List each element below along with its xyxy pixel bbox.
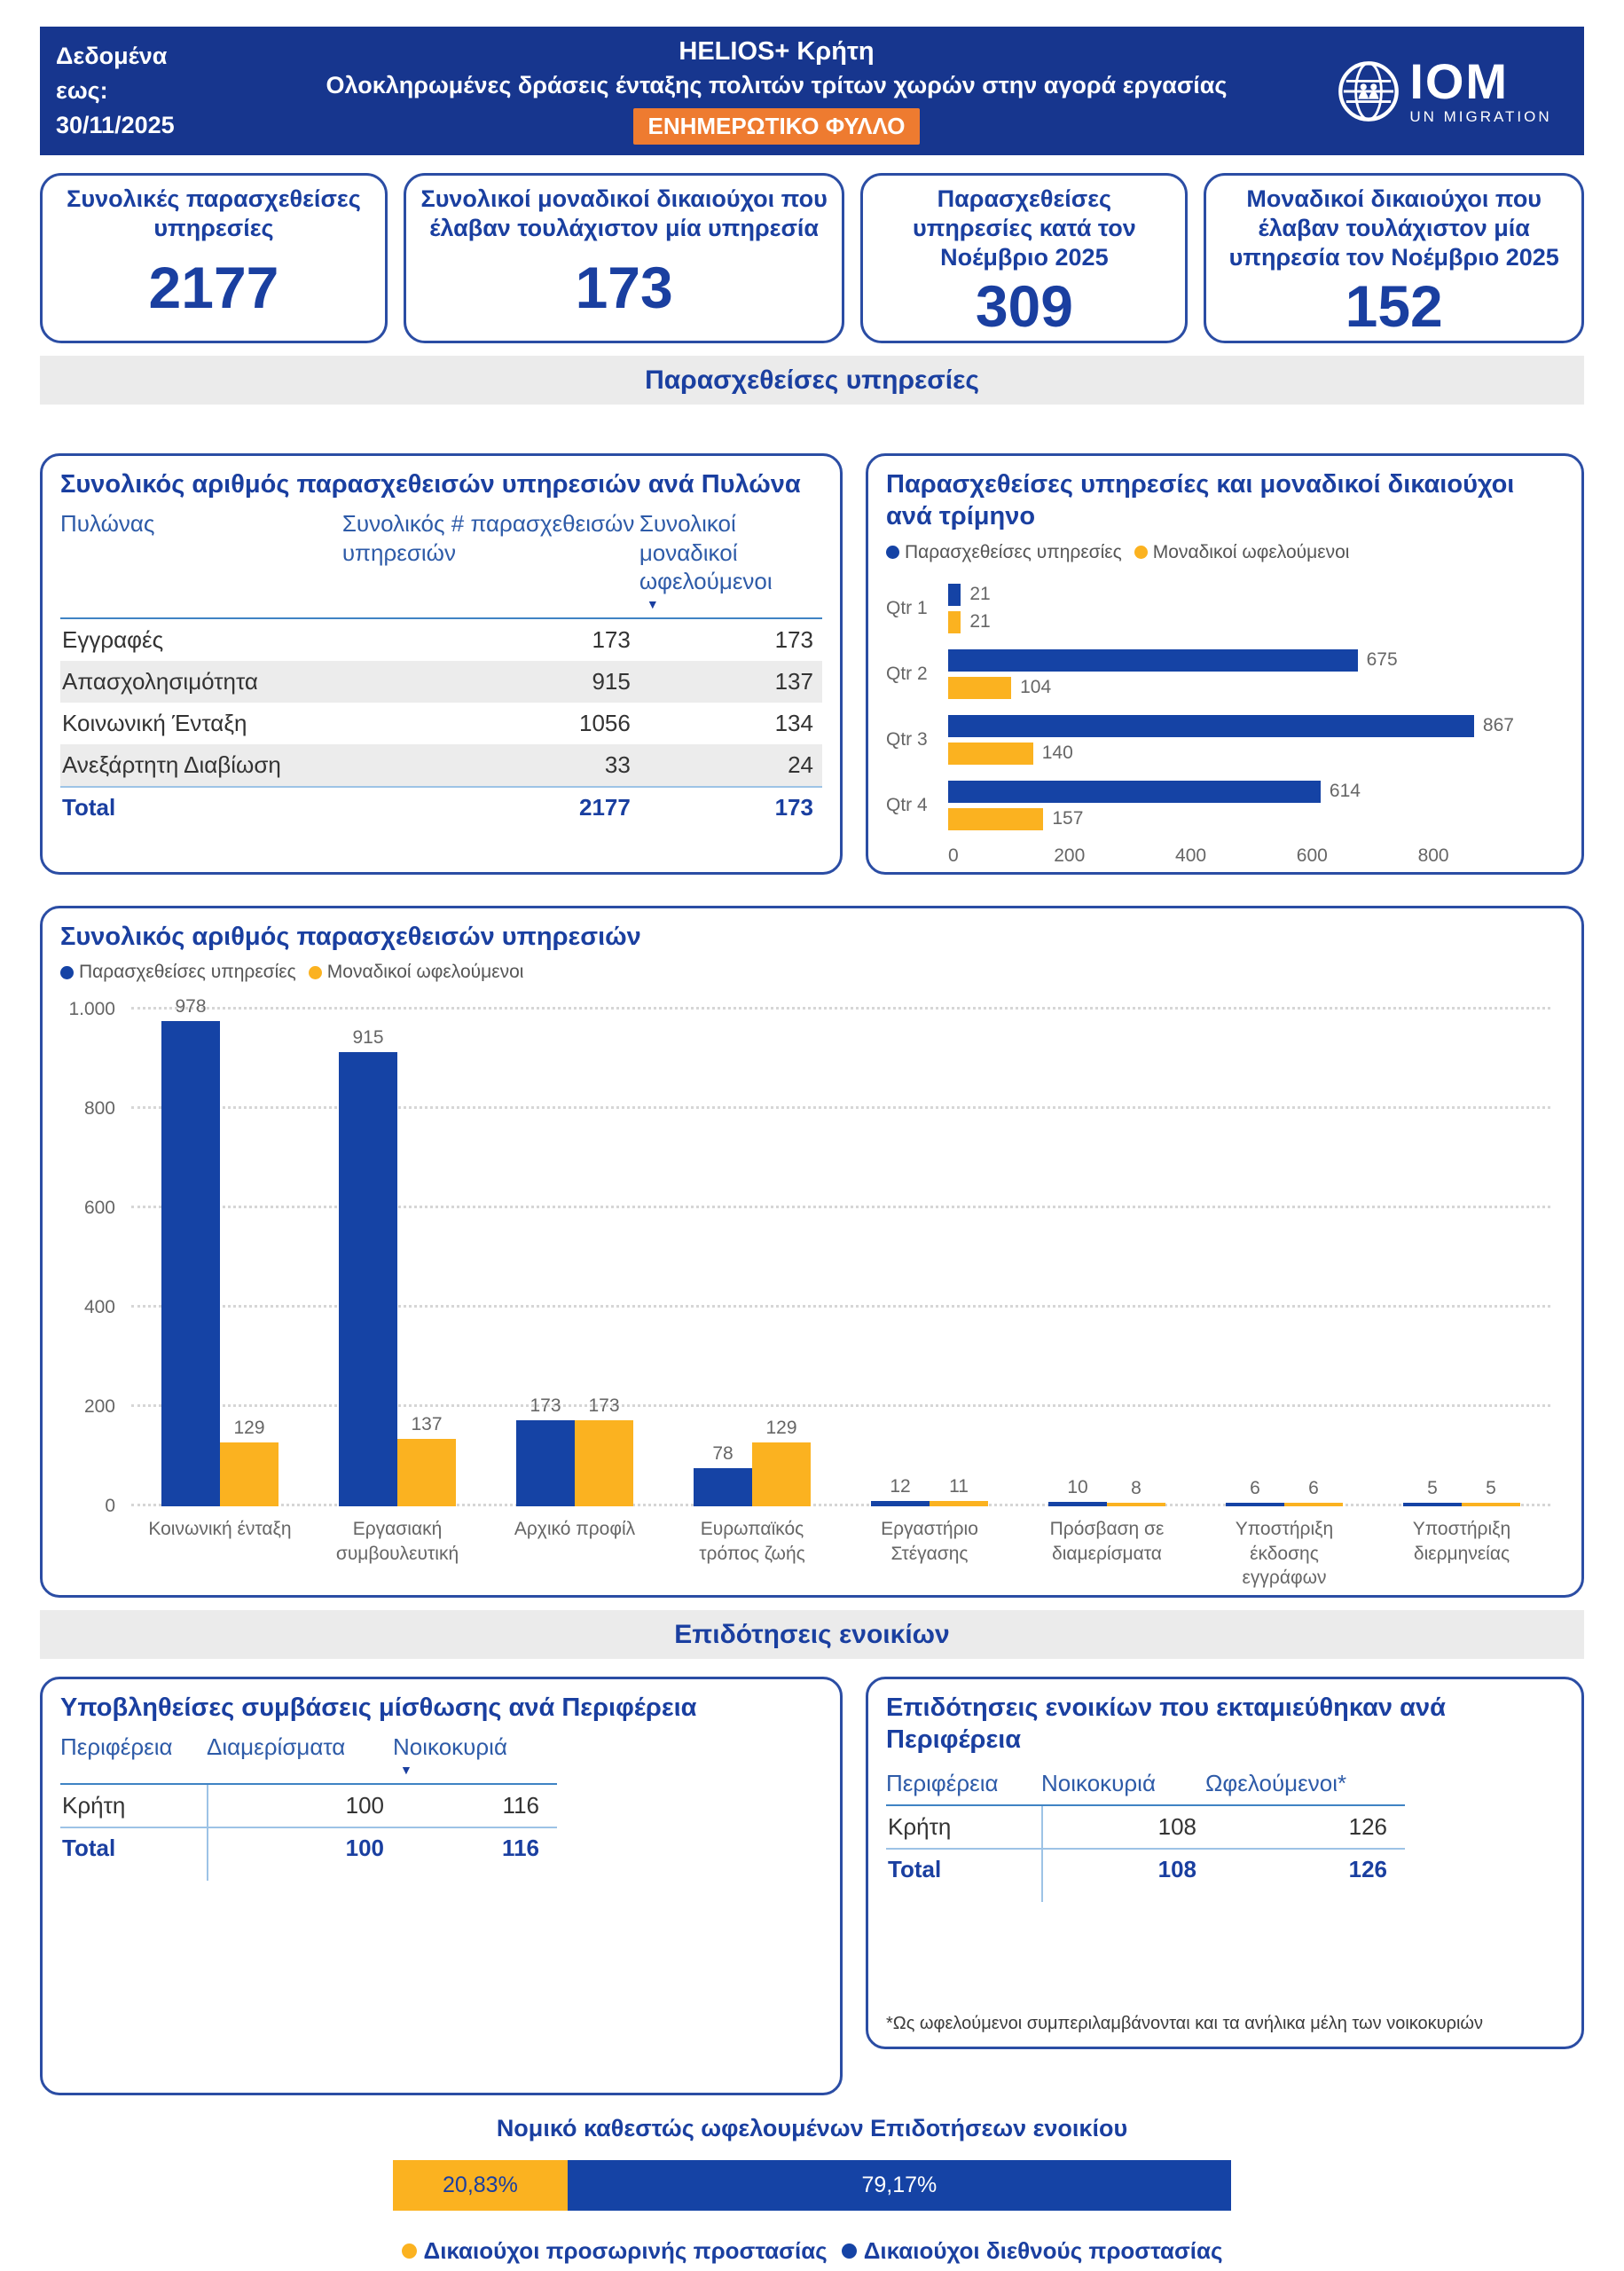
category-group bbox=[1018, 1477, 1196, 1507]
column-wrap bbox=[1403, 1478, 1462, 1506]
services-bar[interactable] bbox=[948, 649, 1358, 672]
table-cell: Εγγραφές bbox=[62, 625, 164, 653]
beneficiaries-bar[interactable] bbox=[1107, 1503, 1165, 1506]
column-wrap bbox=[1226, 1478, 1284, 1506]
quarter-group bbox=[886, 773, 1564, 838]
bar-value-label: 5 bbox=[1427, 1478, 1438, 1499]
data-as-of-date: 30/11/2025 bbox=[56, 112, 175, 139]
disbursed-table bbox=[886, 1769, 1405, 1890]
bar-value-label: 173 bbox=[588, 1395, 620, 1417]
beneficiaries-bar[interactable] bbox=[948, 743, 1033, 765]
beneficiaries-bar[interactable] bbox=[948, 808, 1043, 830]
category-label: Εργασιακή συμβουλευτική bbox=[335, 1519, 459, 1564]
beneficiaries-bar[interactable] bbox=[948, 677, 1011, 699]
legend-label: Μοναδικοί ωφελούμενοι bbox=[1152, 541, 1350, 562]
category-label: Αρχικό προφίλ bbox=[514, 1519, 636, 1540]
category-label: Εργαστήριο Στέγασης bbox=[881, 1519, 978, 1564]
table-header-row bbox=[886, 1769, 1405, 1807]
bar-value-label: 915 bbox=[352, 1026, 384, 1048]
services-bar[interactable] bbox=[1226, 1503, 1284, 1506]
sort-descending-icon: ▼ bbox=[646, 596, 659, 611]
bar-value-label: 675 bbox=[1366, 649, 1398, 670]
bar-value-label: 104 bbox=[1020, 677, 1052, 697]
beneficiaries-bar[interactable] bbox=[220, 1442, 279, 1506]
y-axis-tick: 200 bbox=[83, 1396, 115, 1418]
category-group bbox=[309, 1027, 486, 1506]
quarter-bar-stack bbox=[948, 781, 1564, 830]
legend-label: Δικαιούχοι προσωρινής προστασίας bbox=[423, 2237, 828, 2264]
category-group bbox=[663, 1418, 841, 1506]
table-body bbox=[60, 619, 822, 828]
disbursed-table-title: Επιδότησεις ενοικίων που εκταμιεύθηκαν ανά Περιφέρεια bbox=[886, 1693, 1446, 1755]
services-bar[interactable] bbox=[1048, 1502, 1107, 1507]
column-wrap bbox=[220, 1418, 279, 1506]
bar-value-label: 157 bbox=[1052, 808, 1084, 829]
column-header-label: Συνολικοί μοναδικοί ωφελούμενοι bbox=[639, 510, 773, 595]
quarter-chart-panel bbox=[866, 453, 1584, 875]
bar-line bbox=[948, 808, 1564, 830]
table-cell: 24 bbox=[788, 750, 813, 778]
bar-value-label: 173 bbox=[530, 1395, 561, 1417]
legal-status-section bbox=[40, 2115, 1584, 2265]
table-total-cell: 2177 bbox=[578, 793, 631, 821]
quarter-group bbox=[886, 707, 1564, 773]
table-cell: 915 bbox=[592, 667, 631, 695]
legend-item-temporary-protection[interactable] bbox=[402, 2237, 828, 2265]
pillar-table-title: Συνολικός αριθμός παρασχεθεισών υπηρεσιών ανά Πυλώνα bbox=[60, 470, 801, 499]
table-row[interactable] bbox=[60, 744, 822, 786]
quarter-label: Qtr 2 bbox=[886, 663, 928, 684]
bar-line bbox=[948, 611, 1564, 633]
bar-value-label: 978 bbox=[175, 995, 207, 1017]
services-bar[interactable] bbox=[1403, 1503, 1462, 1506]
table-cell: Κρήτη bbox=[888, 1813, 952, 1840]
quarter-bar-stack bbox=[948, 584, 1564, 633]
section-band-services: Παρασχεθείσες υπηρεσίες bbox=[40, 356, 1584, 405]
table-total-cell: Total bbox=[888, 1856, 942, 1882]
legal-status-title: Νομικό καθεστώς ωφελουμένων Επιδοτήσεων ενοικίου bbox=[496, 2115, 1128, 2141]
legend-item-international-protection[interactable] bbox=[842, 2237, 1223, 2265]
column-header[interactable] bbox=[886, 1769, 1041, 1798]
disbursed-table-panel bbox=[866, 1677, 1584, 2049]
legend-item-beneficiaries[interactable] bbox=[309, 962, 524, 983]
table-total-cell: 100 bbox=[345, 1834, 384, 1861]
table-cell: 108 bbox=[1157, 1813, 1196, 1840]
table-row[interactable] bbox=[60, 703, 822, 744]
bar-value-label: 8 bbox=[1131, 1477, 1142, 1498]
axis-tick: 400 bbox=[1175, 845, 1207, 866]
table-total-cell: Total bbox=[62, 1834, 116, 1861]
legend-dot-orange-icon bbox=[402, 2243, 417, 2259]
kpi-card-services-november[interactable] bbox=[860, 173, 1188, 343]
chart-legend bbox=[60, 962, 1564, 983]
section-band-rent: Επιδότησεις ενοικίων bbox=[40, 1610, 1584, 1659]
beneficiaries-bar[interactable] bbox=[1462, 1503, 1520, 1506]
quarter-x-axis bbox=[948, 838, 1564, 868]
bar-value-label: 5 bbox=[1486, 1478, 1496, 1499]
bar-line bbox=[948, 584, 1564, 606]
bar-value-label: 129 bbox=[765, 1418, 797, 1439]
beneficiaries-bar[interactable] bbox=[948, 611, 961, 633]
quarter-bar-stack bbox=[948, 649, 1564, 699]
category-group bbox=[1373, 1478, 1550, 1506]
column-wrap bbox=[1107, 1478, 1165, 1506]
services-bar[interactable] bbox=[161, 1021, 220, 1507]
quarter-label: Qtr 4 bbox=[886, 794, 928, 815]
table-total-row bbox=[60, 786, 822, 828]
table-cell: 173 bbox=[774, 625, 813, 653]
bar-value-label: 867 bbox=[1482, 715, 1514, 735]
quarter-group bbox=[886, 641, 1564, 707]
category-label: Υποστήριξη έκδοσης εγγράφων bbox=[1235, 1519, 1334, 1588]
pillar-table-panel bbox=[40, 453, 843, 875]
column-header-label: Νοικοκυριά bbox=[1041, 1769, 1156, 1796]
quarter-bars bbox=[886, 576, 1564, 838]
table-row[interactable] bbox=[60, 619, 822, 661]
bar-line bbox=[948, 781, 1564, 803]
page-title: HELIOS+ Κρήτη bbox=[679, 37, 875, 66]
kpi-value: 2177 bbox=[148, 254, 279, 320]
category-group bbox=[486, 1395, 663, 1506]
table-cell: 126 bbox=[1348, 1813, 1387, 1840]
table-row[interactable] bbox=[60, 661, 822, 703]
column-wrap bbox=[161, 996, 220, 1507]
bar-value-label: 21 bbox=[969, 584, 991, 604]
quarter-label: Qtr 3 bbox=[886, 728, 928, 750]
legend-dot-blue-icon bbox=[886, 546, 899, 559]
column-header[interactable] bbox=[393, 1733, 548, 1776]
data-as-of bbox=[40, 39, 248, 143]
lease-table-panel bbox=[40, 1677, 843, 2095]
quarter-group bbox=[886, 576, 1564, 641]
y-axis-tick: 400 bbox=[83, 1297, 115, 1318]
table-row[interactable] bbox=[886, 1806, 1405, 1848]
kpi-title: Συνολικές παρασχεθείσες υπηρεσίες bbox=[67, 185, 361, 241]
column-header[interactable] bbox=[1041, 1769, 1205, 1798]
data-as-of-line: εως: bbox=[56, 76, 108, 104]
column-wrap bbox=[339, 1027, 397, 1506]
y-axis-tick: 0 bbox=[105, 1496, 115, 1517]
bar-value-label: 21 bbox=[969, 611, 991, 632]
table-total-cell: 173 bbox=[774, 793, 813, 821]
table-row[interactable] bbox=[60, 1785, 557, 1827]
column-wrap bbox=[1284, 1478, 1343, 1506]
legend-label: Παρασχεθείσες υπηρεσίες bbox=[905, 541, 1122, 562]
table-total-cell: 116 bbox=[502, 1834, 539, 1861]
kpi-card-total-services[interactable] bbox=[40, 173, 388, 343]
bar-line bbox=[948, 743, 1564, 765]
lease-table-title: Υποβληθείσες συμβάσεις μίσθωσης ανά Περιφέρεια bbox=[60, 1693, 697, 1722]
table-cell: 33 bbox=[604, 750, 631, 778]
table-body bbox=[60, 1785, 557, 1868]
quarter-chart-title: Παρασχεθείσες υπηρεσίες και μοναδικοί δικαιούχοι ανά τρίμηνο bbox=[886, 470, 1515, 531]
column-header[interactable] bbox=[342, 509, 639, 610]
kpi-title: Παρασχεθείσες υπηρεσίες κατά τον Νοέμβριο 2025 bbox=[913, 185, 1136, 271]
bar-value-label: 78 bbox=[712, 1442, 734, 1464]
beneficiaries-bar[interactable] bbox=[575, 1420, 633, 1506]
table-cell: 116 bbox=[502, 1791, 539, 1819]
column-header-label: Ωφελούμενοι* bbox=[1205, 1769, 1347, 1796]
legend-label: Παρασχεθείσες υπηρεσίες bbox=[79, 962, 296, 983]
legend-item-beneficiaries[interactable] bbox=[1134, 542, 1350, 563]
beneficiaries-bar[interactable] bbox=[930, 1501, 988, 1506]
services-category-axis bbox=[131, 1517, 1550, 1590]
kpi-card-unique-beneficiaries[interactable] bbox=[404, 173, 844, 343]
iom-logo-text: IOM bbox=[1409, 52, 1510, 109]
legend-item-services[interactable] bbox=[886, 542, 1122, 563]
table-cell: 137 bbox=[774, 667, 813, 695]
beneficiaries-bar[interactable] bbox=[1284, 1503, 1343, 1506]
bar-value-label: 6 bbox=[1250, 1478, 1260, 1499]
kpi-value: 309 bbox=[975, 272, 1073, 339]
column-header[interactable] bbox=[639, 509, 822, 610]
column-header[interactable] bbox=[60, 1733, 207, 1776]
table-cell: 134 bbox=[774, 709, 813, 736]
column-wrap bbox=[1048, 1477, 1107, 1507]
chart-legend bbox=[886, 542, 1564, 563]
kpi-row bbox=[40, 173, 1584, 343]
stacked-segment-international-protection[interactable] bbox=[568, 2160, 1231, 2211]
bar-line bbox=[948, 649, 1564, 672]
bar-line bbox=[948, 677, 1564, 699]
column-header[interactable] bbox=[207, 1733, 393, 1776]
table-cell: Κοινωνική Ένταξη bbox=[62, 709, 247, 736]
bar-value-label: 614 bbox=[1329, 781, 1361, 801]
kpi-title: Μοναδικοί δικαιούχοι που έλαβαν τουλάχιστον μία υπηρεσία τον Νοέμβριο 2025 bbox=[1228, 185, 1559, 271]
beneficiaries-bar[interactable] bbox=[752, 1442, 811, 1506]
legend-dot-orange-icon bbox=[1134, 546, 1148, 559]
header bbox=[40, 27, 1584, 155]
column-wrap bbox=[694, 1443, 752, 1507]
legend-item-services[interactable] bbox=[60, 962, 296, 983]
legal-status-legend bbox=[40, 2237, 1584, 2265]
table-cell: 173 bbox=[592, 625, 631, 653]
column-header[interactable] bbox=[60, 509, 342, 610]
column-header-label: Νοικοκυριά bbox=[393, 1733, 507, 1761]
column-header-label: Συνολικός # παρασχεθεισών υπηρεσιών bbox=[341, 510, 635, 566]
axis-tick: 600 bbox=[1296, 845, 1328, 866]
pillar-table bbox=[60, 509, 822, 828]
column-wrap bbox=[752, 1418, 811, 1506]
column-wrap bbox=[1462, 1478, 1520, 1506]
category-group bbox=[1196, 1478, 1373, 1506]
bar-value-label: 140 bbox=[1041, 743, 1073, 763]
services-chart-title: Συνολικός αριθμός παρασχεθεισών υπηρεσιών bbox=[60, 923, 641, 951]
bar-line bbox=[948, 715, 1564, 737]
table-body bbox=[886, 1806, 1405, 1890]
services-bars bbox=[131, 995, 1550, 1506]
table-header-row bbox=[60, 509, 822, 619]
bar-value-label: 129 bbox=[233, 1418, 265, 1439]
beneficiaries-footnote: *Ως ωφελούμενοι συμπεριλαμβάνονται και τα ανήλικα μέλη των νοικοκυριών bbox=[886, 2014, 1484, 2033]
column-wrap bbox=[516, 1395, 575, 1506]
table-total-row bbox=[886, 1848, 1405, 1890]
factsheet-badge: ΕΝΗΜΕΡΩΤΙΚΟ ΦΥΛΛΟ bbox=[633, 108, 919, 145]
services-bar[interactable] bbox=[871, 1501, 930, 1507]
category-group bbox=[131, 996, 309, 1507]
legend-dot-blue-icon bbox=[60, 966, 74, 979]
services-plot-area bbox=[68, 995, 1550, 1517]
services-bar[interactable] bbox=[339, 1052, 397, 1506]
column-header[interactable] bbox=[1205, 1769, 1396, 1798]
legend-label: Μοναδικοί ωφελούμενοι bbox=[326, 962, 524, 983]
column-header-label: Πυλώνας bbox=[60, 510, 155, 538]
quarter-bar-stack bbox=[948, 715, 1564, 765]
bar-value-label: 137 bbox=[411, 1413, 443, 1434]
table-cell: Κρήτη bbox=[62, 1791, 126, 1819]
iom-globe-icon bbox=[1337, 59, 1400, 123]
stacked-segment-temporary-protection[interactable] bbox=[393, 2160, 568, 2211]
table-header-row bbox=[60, 1733, 557, 1785]
services-bar[interactable] bbox=[516, 1420, 575, 1506]
kpi-value: 173 bbox=[575, 254, 673, 320]
kpi-card-beneficiaries-november[interactable] bbox=[1204, 173, 1584, 343]
table-cell: 100 bbox=[345, 1791, 384, 1819]
axis-tick: 800 bbox=[1417, 845, 1449, 866]
services-bar[interactable] bbox=[948, 715, 1474, 737]
axis-tick: 200 bbox=[1054, 845, 1086, 866]
category-label: Ευρωπαϊκός τρόπος ζωής bbox=[699, 1519, 805, 1564]
y-axis-tick: 800 bbox=[83, 1098, 115, 1120]
services-bar[interactable] bbox=[948, 781, 1321, 803]
beneficiaries-bar[interactable] bbox=[397, 1439, 456, 1507]
segment-percent-label: 20,83% bbox=[443, 2173, 518, 2197]
quarter-label: Qtr 1 bbox=[886, 597, 928, 618]
table-total-row bbox=[60, 1827, 557, 1868]
segment-percent-label: 79,17% bbox=[861, 2173, 938, 2197]
iom-logo bbox=[1305, 52, 1584, 126]
legend-label: Δικαιούχοι διεθνούς προστασίας bbox=[863, 2237, 1223, 2264]
services-row bbox=[40, 453, 1584, 875]
column-header-label: Διαμερίσματα bbox=[207, 1733, 346, 1761]
category-label: Κοινωνική ένταξη bbox=[148, 1519, 292, 1540]
services-bar[interactable] bbox=[694, 1468, 752, 1507]
column-wrap bbox=[397, 1414, 456, 1507]
table-total-cell: 126 bbox=[1348, 1856, 1387, 1882]
legend-dot-orange-icon bbox=[309, 966, 322, 979]
table-cell: 1056 bbox=[578, 709, 631, 736]
services-bar[interactable] bbox=[948, 584, 961, 606]
category-label: Υποστήριξη διερμηνείας bbox=[1412, 1519, 1511, 1564]
iom-logo-subtext: UN MIGRATION bbox=[1409, 107, 1552, 125]
category-label: Πρόσβαση σε διαμερίσματα bbox=[1049, 1519, 1165, 1564]
sort-descending-icon: ▼ bbox=[400, 1762, 412, 1777]
bar-value-label: 12 bbox=[890, 1475, 911, 1497]
table-cell: Ανεξάρτητη Διαβίωση bbox=[62, 750, 281, 778]
bar-value-label: 6 bbox=[1308, 1478, 1319, 1499]
category-group bbox=[841, 1476, 1018, 1507]
legend-dot-blue-icon bbox=[842, 2243, 857, 2259]
table-cell: Απασχολησιμότητα bbox=[62, 667, 258, 695]
lease-table bbox=[60, 1733, 557, 1868]
column-wrap bbox=[575, 1395, 633, 1506]
page-subtitle: Ολοκληρωμένες δράσεις ένταξης πολιτών τρίτων χωρών στην αγορά εργασίας bbox=[326, 72, 1228, 98]
column-header-label: Περιφέρεια bbox=[886, 1769, 999, 1796]
bar-value-label: 10 bbox=[1067, 1476, 1088, 1497]
bar-value-label: 11 bbox=[949, 1476, 969, 1497]
table-total-cell: Total bbox=[62, 793, 116, 821]
kpi-title: Συνολικοί μοναδικοί δικαιούχοι που έλαβαν τουλάχιστον μία υπηρεσία bbox=[420, 185, 828, 241]
header-center bbox=[248, 37, 1305, 145]
column-wrap bbox=[871, 1476, 930, 1507]
kpi-value: 152 bbox=[1345, 272, 1443, 339]
legal-status-stacked-bar bbox=[393, 2160, 1231, 2211]
data-as-of-line: Δεδομένα bbox=[56, 42, 168, 69]
services-chart-panel bbox=[40, 906, 1584, 1598]
column-wrap bbox=[930, 1476, 988, 1506]
rent-row bbox=[40, 1677, 1584, 2095]
y-axis-tick: 1.000 bbox=[68, 999, 115, 1020]
column-header-label: Περιφέρεια bbox=[60, 1733, 173, 1761]
axis-tick: 0 bbox=[948, 845, 959, 866]
y-axis-tick: 600 bbox=[83, 1198, 115, 1219]
table-total-cell: 108 bbox=[1157, 1856, 1196, 1882]
